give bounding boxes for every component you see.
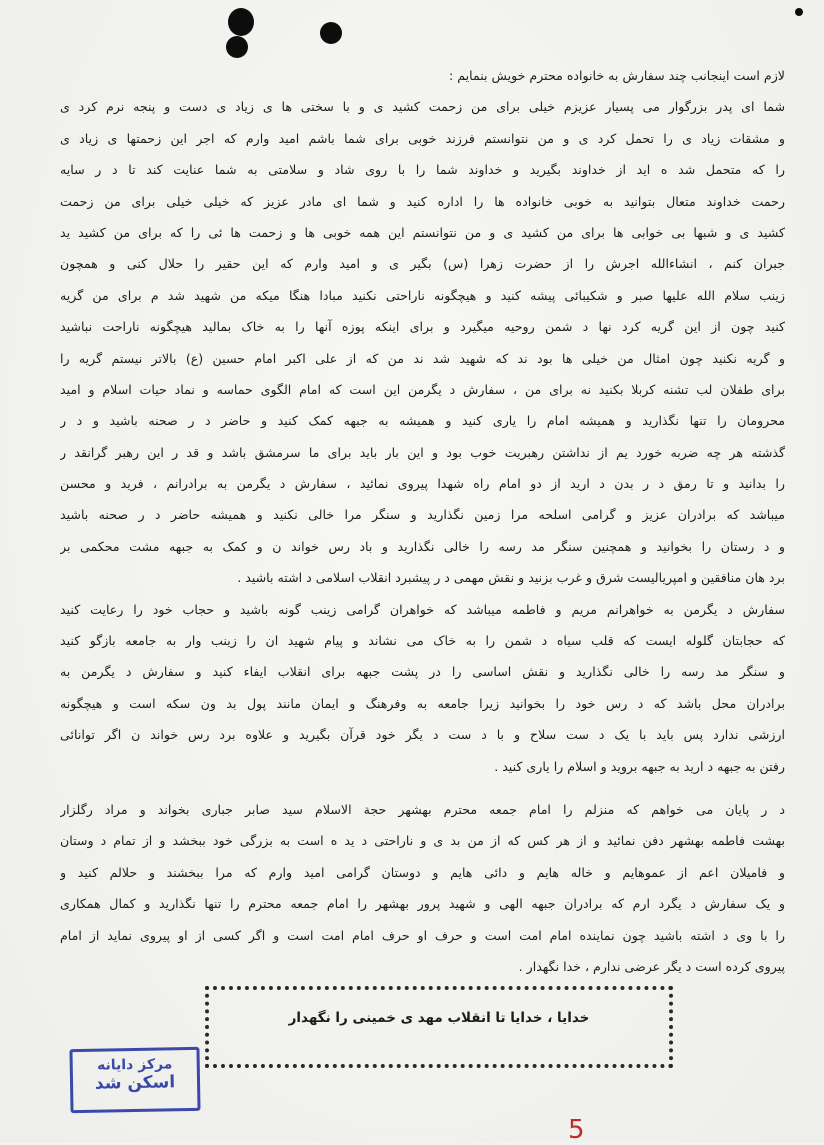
letter-line: میباشد که برادران عزیز و گرامی اسلحه مرا زمین نگذارید و سنگر مرا خالی نکنید و همیشه حاضر د ر صحنه باشید xyxy=(60,507,785,523)
stamp-line-1: مرکز دایانه xyxy=(96,1056,173,1074)
letter-line: را با وی د اشته باشید چون نماینده امام امت است و حرف او حرف امام امت است و اگر کسی از او پیروی نماید از امام xyxy=(60,927,785,943)
letter-line: پیروی کرده است د یگر عرضی ندارم ، خدا نگهدار . xyxy=(518,958,785,974)
letter-line: و فامیلان اعم از عموهایم و خاله هایم و دائی هایم و دوستان گرامی امید وارم که مرا ببخشند و حلالم کنید و xyxy=(60,864,785,880)
letter-line: جبران کنم ، انشاءالله اجرش را از حضرت زهرا (س) بگیر ی و امید وارم که این حقیر را حلال کنی و همچون xyxy=(60,256,785,272)
letter-line: د ر پایان می خواهم که منزلم را امام جمعه محترم بهشهر حجة الاسلام سید صابر جباری بخواند و مراد رگلزار xyxy=(60,801,785,817)
archive-stamp xyxy=(69,1047,200,1113)
ink-blot xyxy=(228,8,254,36)
letter-line: زینب سلام الله علیها صبر و شکیبائی پیشه کنید و هیچگونه ناراحتی نکنید مبادا هنگا میکه من شهید شد م برای من گریه xyxy=(60,287,785,303)
stamp-line-2: اسکن شد xyxy=(94,1072,176,1094)
letter-line: و سنگر مد رسه را خالی نگذارید و نقش اساسی را در پشت جبهه برای انقلاب ایفاء کنید و سفارش د یگرمن به xyxy=(60,664,785,680)
letter-line: برای طفلان لب تشنه کربلا بکنید نه برای من ، سفارش د یگرمن این است که امام الگوی حماسه و نماد حیات اسلام و امید xyxy=(60,381,785,397)
letter-line: را که متحمل شد ه اید از خداوند بگیرید و خداوند شما را با روی شاد و سلامتی به شما عنایت کند تا د ر سایه xyxy=(60,162,785,178)
letter-line: برادران محل باشد که د رس خود را بخوانید زیرا جامعه به وفرهنگ و ایمان مانند پول بد ون سکه است و هیچگونه xyxy=(60,695,785,711)
ink-blot xyxy=(795,8,803,16)
letter-line: لازم است اینجانب چند سفارش به خانواده محترم خویش بنمایم : xyxy=(449,68,785,83)
letter-line: و مشقات زیاد ی را تحمل کرد ی و من نتوانستم فرزند خوبی برای شما باشم امید وارم که اجر این زحمتها ی زیاد ی xyxy=(60,130,785,146)
motto-text: خدایا ، خدایا تا انقلاب مهد ی خمینی را نگهدار xyxy=(288,1010,590,1026)
letter-line: را بدانید و تا رمق د ر بدن د ارید از دو امام راه شهدا پیروی نمائید ، سفارش د یگرمن به برادرانم ، فرید و محسن xyxy=(60,476,785,492)
letter-line: محرومان را تنها نگذارید و همیشه امام را یاری کنید و همیشه به جبهه کمک کنید و حاضر د ر صحنه باشید و د ر xyxy=(60,413,785,429)
letter-line: کنید چون از این گریه کرد نها د شمن روحیه میگیرد و برای اینکه پوزه آنها را به خاک بمالید هیچگونه ناراحت نباشید xyxy=(60,319,785,335)
letter-line: و د رستان را بخوانید و همچنین سنگر مد رسه را خالی نگذارید و باد رس خواند ن و کمک به جبهه مشت محکمی بر xyxy=(60,538,785,554)
ink-blot xyxy=(226,36,248,58)
letter-line: و یک سفارش د یگرد ارم که برادران جبهه الهی و شهید پرور بهشهر را امام جمعه محترم را تنها نگذارید و کمال همکاری xyxy=(60,896,785,912)
paragraph-gap xyxy=(60,782,785,794)
page-number-mark: 5 xyxy=(568,1115,585,1145)
letter-line: گذشته هر چه ضربه خورد یم از نداشتن رهبریت خوب بود و این بار باید برای ما سرمشق باشد و قد ر این رهبر گرانقد ر xyxy=(60,444,785,460)
ink-blot xyxy=(320,22,342,44)
letter-line: کشید ی و شبها بی خوابی ها برای من کشید ی و من نتوانستم این همه خوبی ها و زحمت ها ئی را که برای من کشید ید xyxy=(60,224,785,240)
letter-body xyxy=(60,60,785,982)
letter-line: بهشت فاطمه بهشهر دفن نمائید و از هر کس که از من بد ی و ناراحتی د ید ه است به بزرگی خود ببخشد و از تمام د وستان xyxy=(60,833,785,849)
letter-line: که حجابتان گلوله ایست که قلب سیاه د شمن را به خاک می نشاند و پیام شهید ان را زینب وار به جامعه بازگو کنید xyxy=(60,633,785,649)
letter-line: شما ای پدر بزرگوار می پسیار عزیزم خیلی برای من زحمت کشید ی و با سختی ها ی زیاد ی دست و پنجه نرم کرد ی xyxy=(60,99,785,115)
letter-line: ارزشی ندارد پس باید با یک د ست سلاح و با د ست د یگر خود قرآن بگیرید و علاوه برد رس خواند ن اگر توانائی xyxy=(60,727,785,743)
letter-line: رحمت خداوند متعال بتوانید به خوبی خانواده ها را اداره کنید و شما ای مادر عزیز که خیلی خیلی برای من زحمت xyxy=(60,193,785,209)
motto-frame xyxy=(205,986,673,1068)
letter-line: رفتن به جبهه د ارید به جبهه بروید و اسلام را یاری کنید . xyxy=(494,758,785,774)
letter-line: برد هان منافقین و امپریالیست شرق و غرب بزنید و نقش مهمی د ر پیشبرد انقلاب اسلامی د اشته باشید . xyxy=(237,570,785,586)
letter-line: سفارش د یگرمن به خواهرانم مریم و فاطمه میباشد که خواهران گرامی زینب گونه باشید و حجاب خود را رعایت کنید xyxy=(60,601,785,617)
letter-line: و گریه نکنید چون امثال من خیلی ها بود ند که شهید شد ند من که از علی اکبر امام حسین (ع) بالاتر نیستم گریه را xyxy=(60,350,785,366)
